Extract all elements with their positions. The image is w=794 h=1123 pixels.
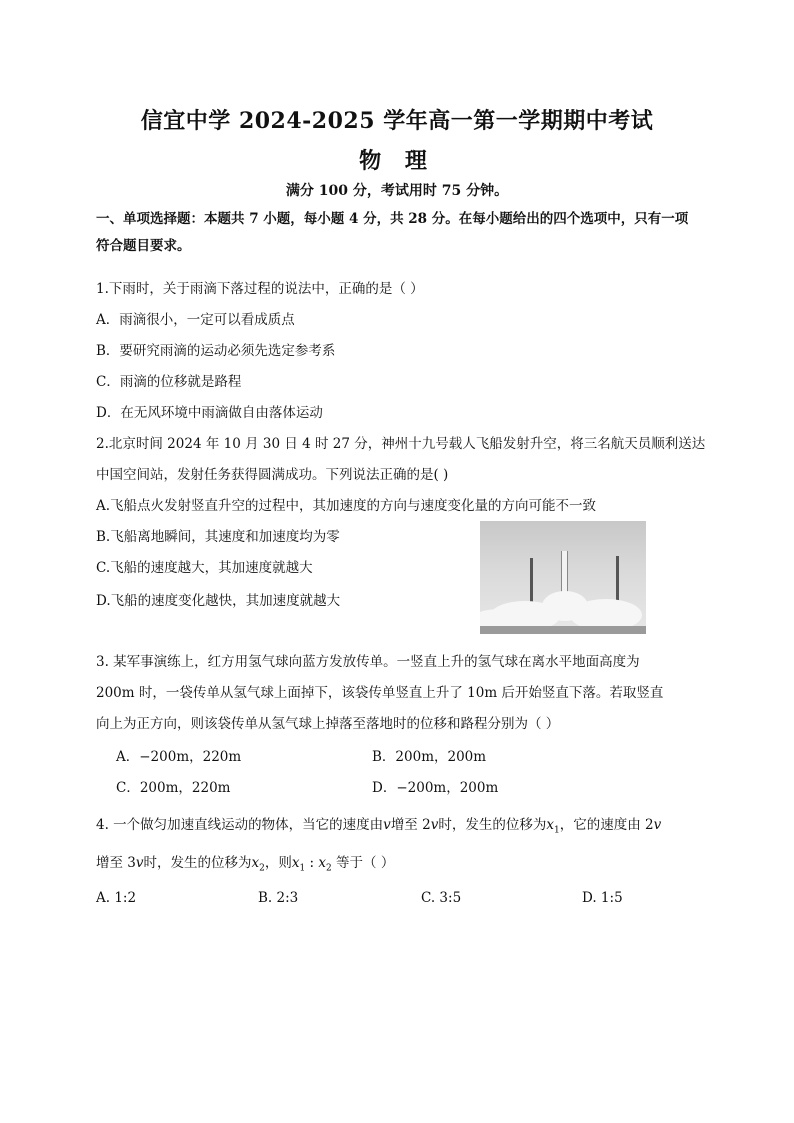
question-3-option-b: B．200m，200m bbox=[372, 749, 487, 765]
q4-sub: 2 bbox=[259, 863, 265, 874]
question-1-option-c: C．雨滴的位移就是路程 bbox=[96, 374, 242, 390]
q4-var-v: v bbox=[383, 817, 391, 833]
exam-title: 信宜中学 2024-2025 学年高一第一学期期中考试 bbox=[140, 108, 654, 134]
question-4-option-d: D. 1:5 bbox=[582, 890, 623, 906]
q4-var-x1: x bbox=[546, 817, 554, 833]
q4-ratio-colon: : bbox=[305, 855, 319, 871]
q4-var-x2: x bbox=[318, 855, 327, 871]
q4-var-x2: x bbox=[251, 855, 260, 871]
q4-text: ，则 bbox=[264, 855, 292, 871]
ground bbox=[480, 626, 646, 634]
question-1-option-d: D．在无风环境中雨滴做自由落体运动 bbox=[96, 405, 323, 421]
q4-text: ，它的速度由 2 bbox=[559, 817, 654, 833]
q4-sub: 1 bbox=[553, 825, 560, 836]
question-4-option-b: B. 2:3 bbox=[258, 890, 299, 906]
q4-text: 增至 3 bbox=[96, 855, 136, 871]
question-2-stem-line2: 中国空间站，发射任务获得圆满成功。下列说法正确的是( ) bbox=[96, 467, 449, 483]
question-1-option-a: A．雨滴很小，一定可以看成质点 bbox=[96, 312, 295, 328]
question-4-stem-line1 bbox=[96, 813, 661, 836]
question-3-option-a: A．−200m，220m bbox=[116, 749, 242, 765]
question-3-stem-line1: 3. 某军事演练上，红方用氢气球向蓝方发放传单。一竖直上升的氢气球在离水平地面高度为 bbox=[96, 654, 640, 670]
q4-var-v: v bbox=[653, 817, 662, 833]
question-3-stem-line2: 200m 时，一袋传单从氢气球上面掉下，该袋传单竖直上升了 10m 后开始竖直下落。若取竖直 bbox=[96, 685, 664, 701]
question-4-option-c: C. 3:5 bbox=[421, 890, 462, 906]
section-instructions-line2: 符合题目要求。 bbox=[96, 238, 191, 254]
q4-text: 增至 2 bbox=[390, 817, 431, 833]
q4-var-v: v bbox=[430, 817, 439, 833]
launch-tower-right bbox=[616, 556, 619, 604]
question-1-stem: 1.下雨时，关于雨滴下落过程的说法中，正确的是（ ） bbox=[96, 281, 424, 297]
launch-tower-left bbox=[530, 558, 533, 604]
section-instructions-line1: 一、单项选择题：本题共 7 小题，每小题 4 分，共 28 分。在每小题给出的四个选项中，只有一项 bbox=[96, 211, 689, 227]
question-3-option-d: D．−200m，200m bbox=[372, 780, 499, 796]
q4-text: 时，发生的位移为 bbox=[143, 855, 252, 871]
q4-sub: 1 bbox=[299, 863, 306, 874]
question-3-option-c: C．200m，220m bbox=[116, 780, 231, 796]
q4-text: 等于（ ） bbox=[331, 855, 395, 871]
question-2-option-c: C.飞船的速度越大，其加速度就越大 bbox=[96, 560, 313, 576]
q4-var-x1: x bbox=[291, 855, 300, 871]
question-4-option-a: A. 1:2 bbox=[96, 890, 137, 906]
question-2-option-a: A.飞船点火发射竖直升空的过程中，其加速度的方向与速度变化量的方向可能不一致 bbox=[96, 498, 597, 514]
question-3-stem-line3: 向上为正方向，则该袋传单从氢气球上掉落至落地时的位移和路程分别为（ ） bbox=[96, 716, 560, 732]
subject-title: 物 理 bbox=[359, 148, 435, 174]
q4-var-v: v bbox=[135, 855, 144, 871]
q4-text: 4. 一个做匀加速直线运动的物体，当它的速度由 bbox=[96, 817, 384, 833]
question-2-option-d: D.飞船的速度变化越快，其加速度就越大 bbox=[96, 593, 341, 609]
q4-sub: 2 bbox=[326, 863, 332, 874]
score-info: 满分 100 分，考试用时 75 分钟。 bbox=[285, 183, 509, 199]
question-1-option-b: B．要研究雨滴的运动必须先选定参考系 bbox=[96, 343, 336, 359]
question-2-stem-line1: 2.北京时间 2024 年 10 月 30 日 4 时 27 分，神州十九号载人飞船发射升空，将三名航天员顺利送达 bbox=[96, 436, 706, 452]
q4-text: 时，发生的位移为 bbox=[438, 817, 547, 833]
rocket-launch-photo bbox=[480, 521, 646, 634]
question-2-option-b: B.飞船离地瞬间，其速度和加速度均为零 bbox=[96, 529, 340, 545]
question-4-stem-line2 bbox=[96, 851, 394, 874]
